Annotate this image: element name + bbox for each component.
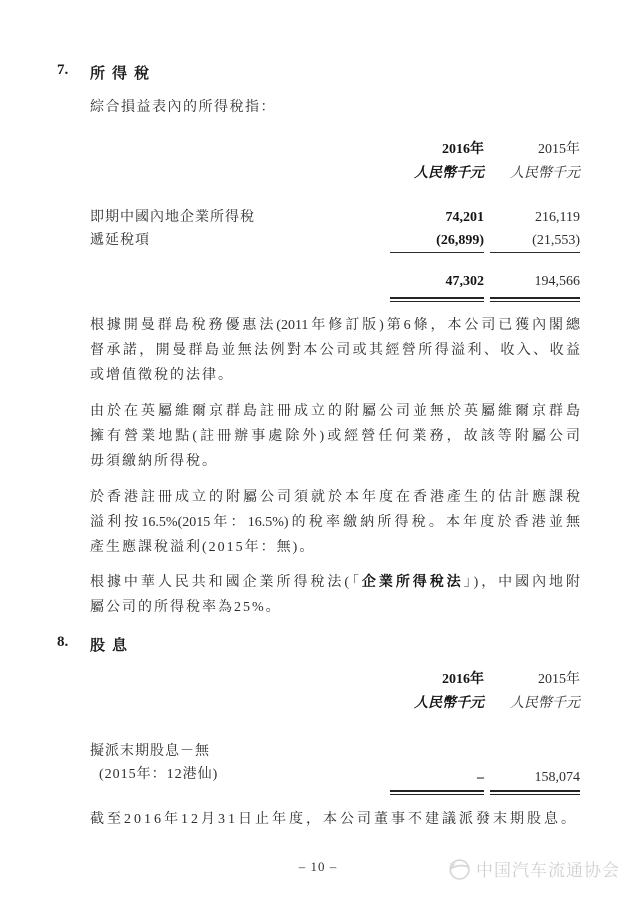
- table2-double-rule-row: [90, 790, 580, 795]
- cada-watermark: [446, 856, 620, 881]
- table-total-row: [90, 274, 580, 294]
- row-deferred-tax-2015: (21,553): [490, 233, 580, 253]
- table2-header-2016: 2016年: [442, 672, 484, 687]
- page-number: – 10 –: [298, 859, 338, 874]
- dividend-2016: –: [477, 770, 484, 785]
- section-8-number: 8.: [57, 634, 69, 650]
- dividend-label-line2: (2015年：12港仙): [99, 767, 219, 782]
- total-tax-2015: 194,566: [534, 274, 580, 289]
- row-current-tax-2015: 216,119: [535, 210, 580, 225]
- paragraph-line: 擁有營業地點(註冊辦事處除外)或經營任何業務，故該等附屬公司: [90, 429, 580, 444]
- paragraph-line: 溢利按16.5%(2015年：16.5%)的稅率繳納所得稅。本年度於香港並無: [90, 515, 580, 530]
- section-7-title: 所得稅: [90, 66, 157, 82]
- double-rule: [390, 297, 484, 302]
- section-7-heading: [57, 62, 156, 83]
- table2-year-header-row: [90, 668, 580, 692]
- paragraph-line: 產生應課稅溢利(2015年：無)。: [90, 540, 316, 555]
- table1-double-rule-row: [90, 297, 580, 302]
- table1-year-header-row: [90, 138, 580, 162]
- section-7-number: 7.: [57, 62, 69, 78]
- paragraph-line: 毋須繳納所得稅。: [90, 454, 218, 469]
- table1-unit-header-row: [90, 162, 580, 186]
- dividend-note: 截至2016年12月31日止年度，本公司董事不建議派發末期股息。: [90, 812, 578, 827]
- row-deferred-tax-label: 遞延稅項: [90, 233, 150, 248]
- paragraph-line: [90, 570, 580, 595]
- paragraph-prc: [90, 570, 580, 620]
- total-tax-2016: 47,302: [445, 274, 484, 289]
- row-current-tax-2016: 74,201: [445, 210, 484, 225]
- paragraph-line: 督承諾，開曼群島並無法例對本公司或其經營所得溢利、收入、收益: [90, 343, 580, 358]
- dividend-label-line1: 擬派末期股息－無: [90, 744, 210, 759]
- row-current-tax-label: 即期中國內地企業所得稅: [90, 210, 255, 225]
- table1-header-2016: 2016年: [442, 142, 484, 157]
- prc-line-pre: 根據中華人民共和國企業所得稅法(「: [90, 575, 362, 590]
- paragraph-line: 根據開曼群島稅務優惠法(2011年修訂版)第6條，本公司已獲內閣總: [90, 318, 580, 333]
- prc-line-bold-term: 企業所得稅法: [361, 575, 464, 590]
- table1-unit-2015: 人民幣千元: [510, 166, 580, 181]
- table2-unit-header-row: [90, 692, 580, 716]
- table-row: [90, 740, 580, 786]
- paragraph-cayman: [90, 313, 580, 388]
- table-row: [90, 206, 580, 229]
- table2-header-2015: 2015年: [538, 672, 580, 687]
- double-rule: [390, 790, 484, 795]
- dividend-table: [90, 668, 580, 795]
- double-rule: [490, 790, 580, 795]
- table1-header-2015: 2015年: [538, 142, 580, 157]
- table2-unit-2016: 人民幣千元: [414, 696, 484, 711]
- row-deferred-tax-2016: (26,899): [390, 233, 484, 253]
- income-tax-table: [90, 138, 580, 302]
- section-8-heading: [57, 634, 134, 655]
- double-rule: [490, 297, 580, 302]
- cada-logo-icon: [446, 856, 471, 881]
- table-row: [90, 229, 580, 252]
- paragraph-hongkong: [90, 485, 580, 560]
- table1-unit-2016: 人民幣千元: [414, 166, 484, 181]
- paragraph-line: 或增值徵稅的法律。: [90, 368, 234, 383]
- paragraph-line: 屬公司的所得稅率為25%。: [90, 600, 282, 615]
- prc-line-post: 」)，中國內地附: [463, 575, 580, 590]
- cada-watermark-text: 中国汽车流通协会: [476, 861, 620, 880]
- dividend-2015: 158,074: [534, 770, 580, 785]
- income-tax-intro: 綜合損益表內的所得稅指：: [90, 100, 276, 115]
- paragraph-line: 由於在英屬維爾京群島註冊成立的附屬公司並無於英屬維爾京群島: [90, 404, 580, 419]
- paragraph-bvi: [90, 399, 580, 474]
- table2-unit-2015: 人民幣千元: [510, 696, 580, 711]
- section-8-title: 股息: [90, 638, 135, 654]
- paragraph-line: 於香港註冊成立的附屬公司須就於本年度在香港產生的估計應課稅: [90, 490, 580, 505]
